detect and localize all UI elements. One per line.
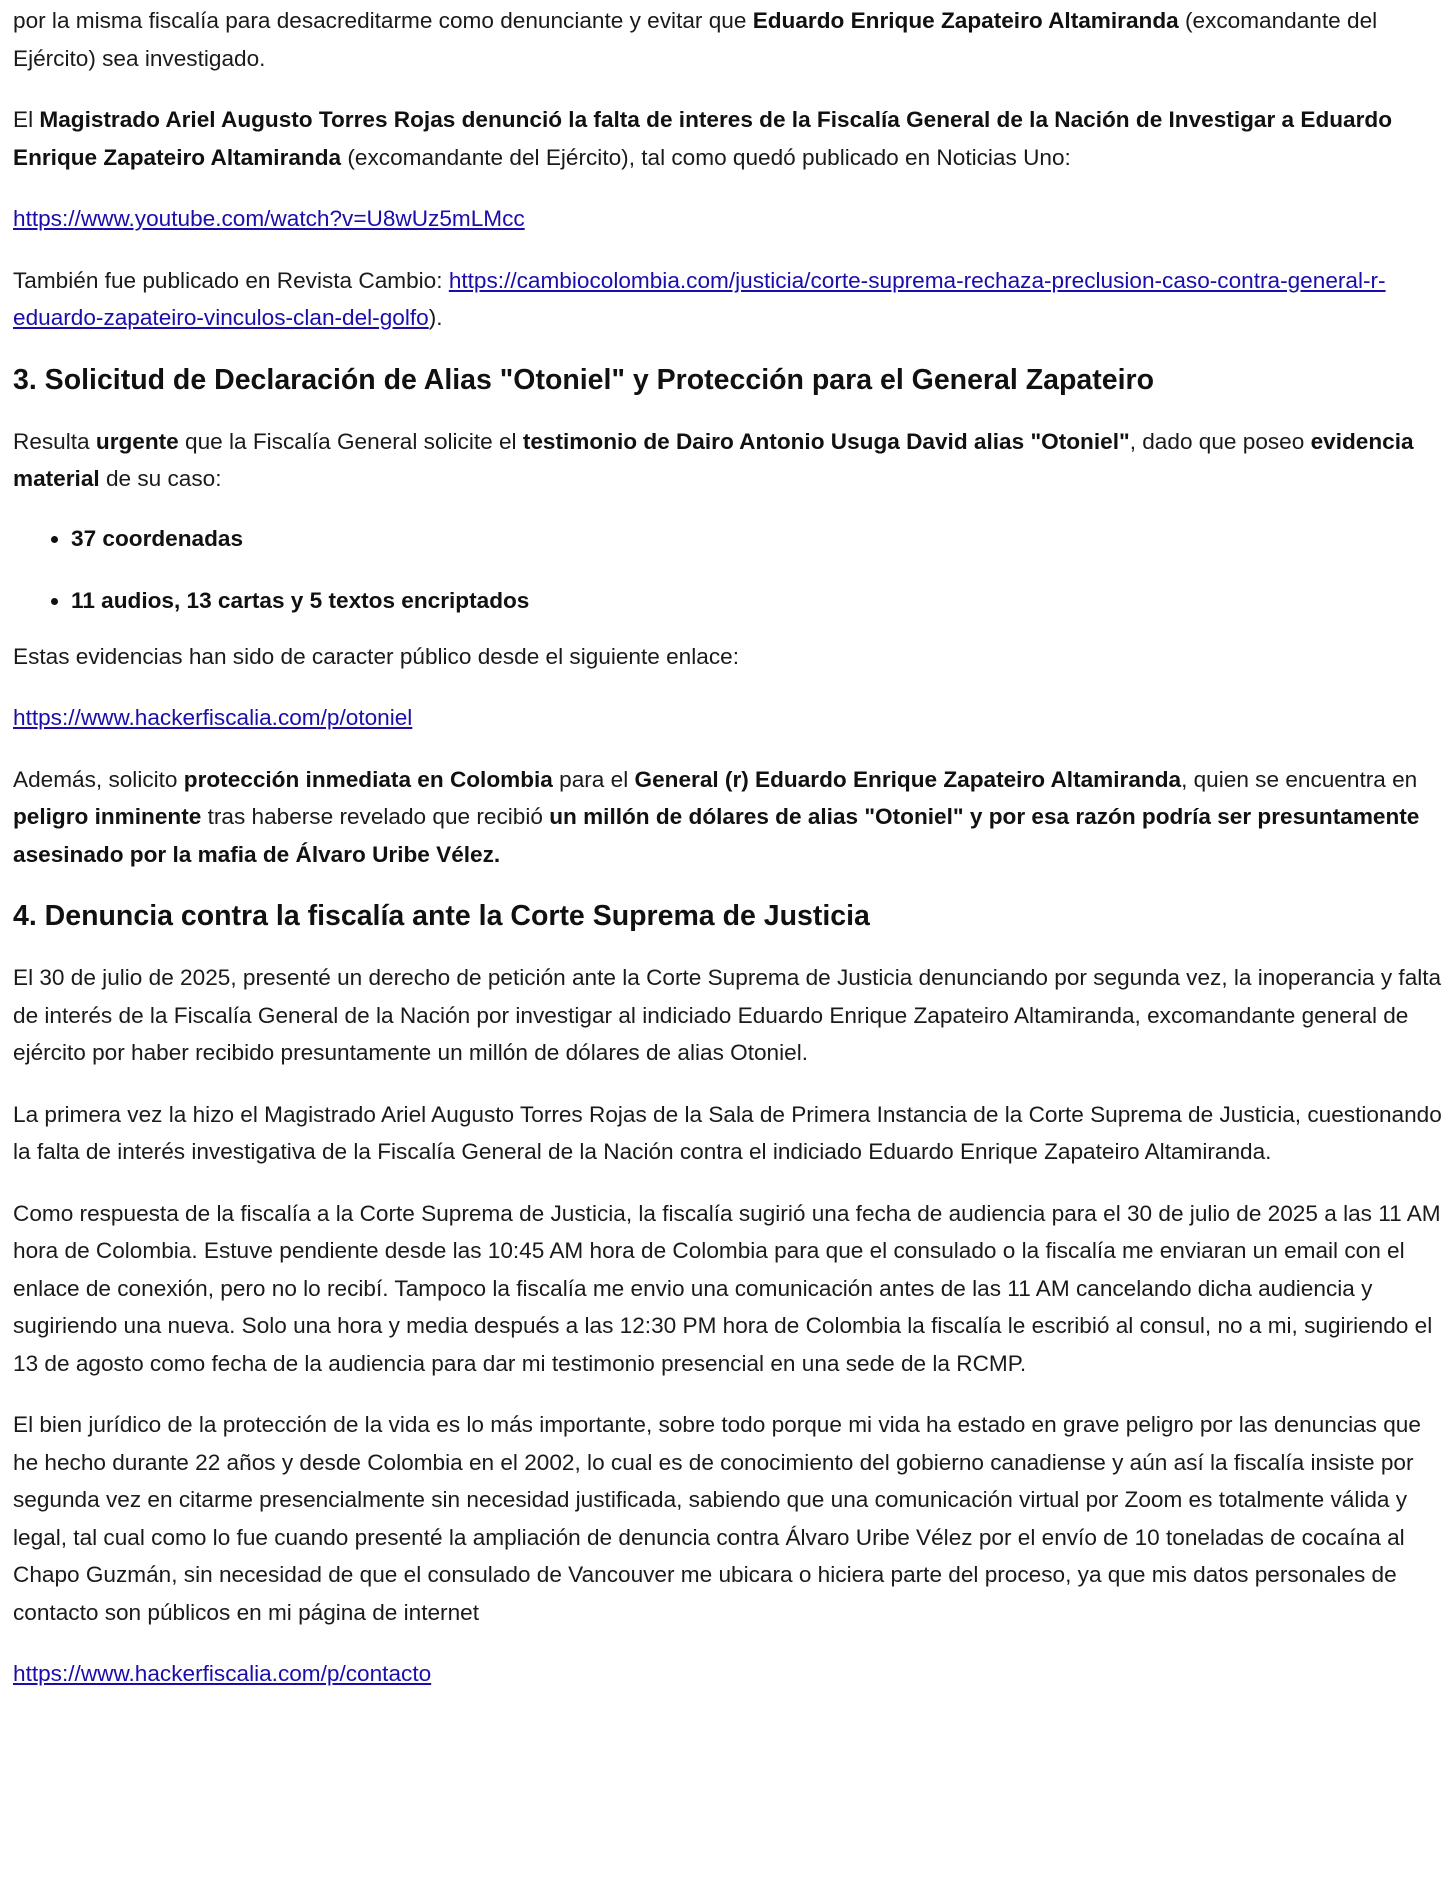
otoniel-link[interactable]: https://www.hackerfiscalia.com/p/otoniel	[13, 705, 413, 730]
paragraph-revista-cambio	[13, 262, 1443, 337]
paragraph-contacto-link	[13, 1655, 1443, 1693]
evidence-list	[13, 520, 1443, 620]
bold-text: protección inmediata en Colombia	[183, 766, 553, 792]
list-item: • 37 coordenadas	[71, 520, 1443, 558]
paragraph-youtube-link	[13, 200, 1443, 238]
paragraph-magistrado	[13, 101, 1443, 176]
text: , quien se encuentra en	[1181, 766, 1418, 792]
text: de su caso:	[99, 466, 222, 491]
bold-text: testimonio de Dairo Antonio Usuga David alias "Otoniel"	[522, 428, 1130, 454]
bold-statement: Magistrado Ariel Augusto Torres Rojas denunció la falta de interes de la Fiscalía General de la Nación de Investigar a Eduardo Enrique Zapateiro Altamiranda	[13, 107, 1393, 170]
text: ).	[428, 305, 443, 330]
section-heading-3: 3. Solicitud de Declaración de Alias "Otoniel" y Protección para el General Zapateiro	[13, 363, 1154, 396]
text: El	[13, 107, 40, 132]
cambio-link[interactable]: https://cambiocolombia.com/justicia/corte-suprema-rechaza-preclusion-caso-contra-general-r-eduardo-zapateiro-vinculos-clan-del-golfo	[13, 267, 1386, 330]
bold-text: un millón de dólares de alias "Otoniel" y por esa razón podría ser presuntamente asesinado por la mafia de Álvaro Uribe Vélez.	[13, 804, 1420, 867]
bold-text: peligro inminente	[13, 804, 202, 829]
paragraph-audiencia: Como respuesta de la fiscalía a la Corte Suprema de Justicia, la fiscalía sugirió una fecha de audiencia para el 30 de julio de 2025 a las 11 AM hora de Colombia. Estuve pendiente desde las 10:45 AM hora de Colombia para que el consulado o la fiscalía me enviaran un email con el enlace de conexión, pero no lo recibí. Tampoco la fiscalía me envio una comunicación antes de las 11 AM cancelando dicha audiencia y sugiriendo una nueva. Solo una hora y media después a las 12:30 PM hora de Colombia la fiscalía le escribió al consul, no a mi, sugiriendo el 13 de agosto como fecha de la audiencia para dar mi testimonio presencial en una sede de la RCMP.	[13, 1200, 1441, 1376]
paragraph-otoniel-request	[13, 423, 1443, 498]
paragraph-bien-juridico: El bien jurídico de la protección de la vida es lo más importante, sobre todo porque mi vida ha estado en grave peligro por las denuncias que he hecho durante 22 años y desde Colombia en el 2002, lo cual es de conocimiento del gobierno canadiense y aún así la fiscalía insiste por segunda vez en citarme presencialmente sin necesidad justificada, sabiendo que una comunicación virtual por Zoom es totalmente válida y legal, tal cual como lo fue cuando presenté la ampliación de denuncia contra Álvaro Uribe Vélez por el envío de 10 toneladas de cocaína al Chapo Guzmán, sin necesidad de que el consulado de Vancouver me ubicara o hiciera parte del proceso, ya que mis datos personales de contacto son públicos en mi página de internet	[13, 1412, 1421, 1625]
text: Resulta	[13, 428, 96, 454]
text: , dado que poseo	[1129, 428, 1311, 454]
text: (excomandante del Ejército), tal como quedó publicado en Noticias Uno:	[341, 144, 1071, 170]
text: por la misma fiscalía para desacreditarme como denunciante y evitar que	[13, 8, 753, 33]
text: para el	[552, 766, 635, 792]
bold-name: Eduardo Enrique Zapateiro Altamiranda	[752, 8, 1179, 33]
text: (excomandante del Ejército) sea investigado.	[13, 8, 1378, 71]
paragraph-first-time: La primera vez la hizo el Magistrado Ariel Augusto Torres Rojas de la Sala de Primera Instancia de la Corte Suprema de Justicia, cuestionando la falta de interés investigativa de la Fiscalía General de la Nación contra el indiciado Eduardo Enrique Zapateiro Altamiranda.	[13, 1101, 1442, 1164]
paragraph-protection-request	[13, 761, 1443, 874]
text: tras haberse revelado que recibió	[201, 804, 550, 829]
paragraph-zapateiro-intro	[13, 2, 1443, 77]
bold-text: General (r) Eduardo Enrique Zapateiro Altamiranda	[634, 766, 1182, 792]
contacto-link[interactable]: https://www.hackerfiscalia.com/p/contacto	[13, 1661, 432, 1686]
bold-text: evidencia material	[13, 428, 1414, 491]
youtube-link[interactable]: https://www.youtube.com/watch?v=U8wUz5mLMcc	[13, 206, 525, 231]
paragraph-otoniel-link	[13, 699, 1443, 737]
paragraph-evidence-public: Estas evidencias han sido de caracter público desde el siguiente enlace:	[13, 643, 739, 669]
text: que la Fiscalía General solicite el	[178, 428, 523, 454]
section-heading-4: 4. Denuncia contra la fiscalía ante la Corte Suprema de Justicia	[13, 900, 870, 932]
bold-text: urgente	[95, 428, 179, 454]
list-item: • 11 audios, 13 cartas y 5 textos encriptados	[71, 582, 1443, 620]
paragraph-petition: El 30 de julio de 2025, presenté un derecho de petición ante la Corte Suprema de Justicia denunciando por segunda vez, la inoperancia y falta de interés de la Fiscalía General de la Nación por investigar al indiciado Eduardo Enrique Zapateiro Altamiranda, excomandante general de ejército por haber recibido presuntamente un millón de dólares de alias Otoniel.	[13, 965, 1442, 1065]
text: También fue publicado en Revista Cambio:	[13, 267, 449, 293]
text: Además, solicito	[13, 766, 184, 792]
